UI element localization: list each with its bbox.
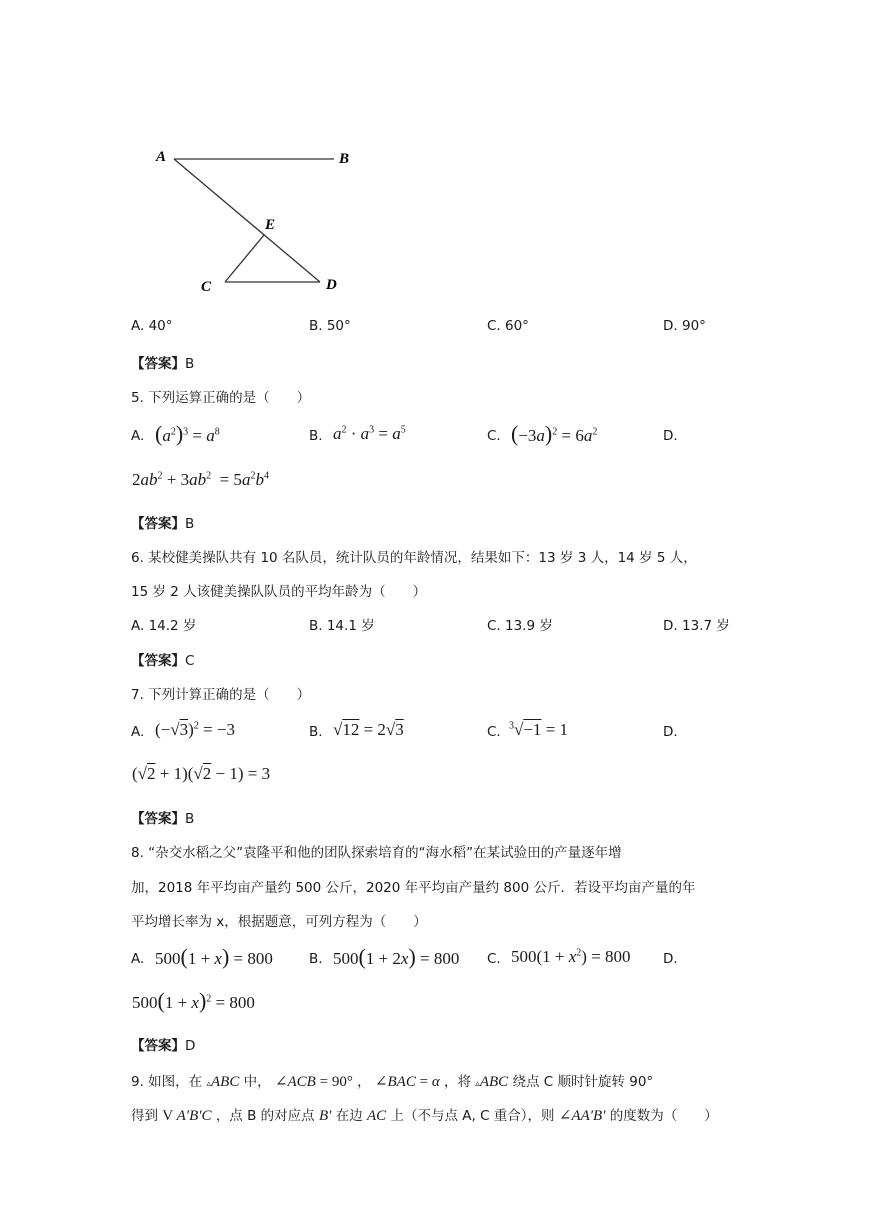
q9-triangle-abc: ▵ABC — [206, 1074, 240, 1090]
answer-value: C — [185, 653, 195, 669]
label-e: E — [265, 217, 276, 233]
q4-answer — [131, 352, 194, 372]
q8-option-c-label: C. — [487, 951, 501, 967]
q8-option-b-label: B. — [309, 951, 323, 967]
q5-option-a-label: A. — [131, 428, 145, 444]
q7-option-a-formula: $(-√3)^2 = -3$ — [155, 720, 235, 739]
q4-option-d: D. 90° — [663, 318, 706, 334]
q8-option-d-label: D. — [663, 951, 678, 967]
q8-option-b-formula: 500(1 + 2x) = 800 — [333, 944, 460, 969]
q5-option-b-label: B. — [309, 428, 323, 444]
q5-option-b-formula: $a^2 \cdot a^3 = a^5$ — [333, 424, 406, 443]
geometry-figure — [140, 135, 380, 305]
figure-svg — [140, 135, 380, 305]
q9-angle-aa1b1: ∠AA′B′ — [558, 1108, 606, 1124]
q5-option-d-label: D. — [663, 428, 678, 444]
answer-value: B — [185, 356, 195, 372]
q8-option-d-formula: $500(1 + x)^2 = 800$ — [132, 988, 255, 1013]
q8-answer — [131, 1034, 195, 1054]
q9-text-2a: 得到 — [131, 1108, 158, 1124]
q9-text-1e: 绕点 C 顺时针旋转 90° — [512, 1074, 654, 1090]
q7-option-c-formula: $^3$√−1 = 1 — [509, 720, 569, 739]
q9-stem-line2 — [131, 1104, 718, 1125]
q6-option-b: B. 14.1 岁 — [309, 618, 375, 634]
q4-option-b: B. 50° — [309, 318, 351, 334]
q7-answer — [131, 807, 194, 827]
q6-option-c: C. 13.9 岁 — [487, 618, 553, 634]
label-b: B — [339, 151, 350, 167]
label-c: C — [201, 279, 212, 295]
q9-angle-acb: ∠ACB = 90° — [274, 1074, 353, 1090]
q6-answer — [131, 649, 194, 669]
q9-text-1b: 中， — [243, 1074, 271, 1090]
q7-option-d-formula: (√2 + 1)(√2 − 1) = 3 — [132, 764, 271, 783]
q9-triangle-abc-2: ▵ABC — [475, 1074, 509, 1090]
q9-stem-line1 — [131, 1070, 653, 1091]
q7-option-b-label: B. — [309, 724, 323, 740]
q9-text-2d: 上（不与点 A, C 重合），则 — [390, 1108, 555, 1124]
q9-angle-bac: ∠BAC = α — [374, 1074, 440, 1090]
q8-stem-line3: 平均增长率为 x，根据题意，可列方程为（ ） — [131, 914, 427, 930]
q4-option-a: A. 40° — [131, 318, 173, 334]
q7-option-d-label: D. — [663, 724, 678, 740]
q9-text-2e: 的度数为（ ） — [609, 1108, 718, 1124]
q5-option-a-formula: $(a^2)^3 = a^8$ — [155, 421, 220, 446]
q9-triangle-a1b1c: V A′B′C — [162, 1108, 212, 1124]
q8-option-c-formula: $500(1 + x^2) = 800$ — [511, 947, 631, 966]
q5-answer — [131, 512, 194, 532]
q9-text-2c: 在边 — [335, 1108, 363, 1124]
segment-ad — [174, 159, 320, 282]
segment-ec — [225, 235, 264, 282]
q9-text-1c: ， — [357, 1074, 371, 1090]
q5-option-d-formula: $2ab^2 + 3ab^2 = 5a^2b^4$ — [132, 470, 269, 489]
answer-label: 【答案】 — [131, 1038, 185, 1054]
answer-label: 【答案】 — [131, 811, 185, 827]
q9-point-b1: B′ — [318, 1108, 332, 1124]
q5-stem: 5. 下列运算正确的是（ ） — [131, 390, 311, 406]
q7-option-a-label: A. — [131, 724, 145, 740]
q6-option-a: A. 14.2 岁 — [131, 618, 197, 634]
q9-side-ac: AC — [367, 1108, 387, 1124]
q7-stem: 7. 下列计算正确的是（ ） — [131, 687, 311, 703]
q6-option-d: D. 13.7 岁 — [663, 618, 730, 634]
q8-option-a-formula: 500(1 + x) = 800 — [155, 944, 273, 969]
answer-label: 【答案】 — [131, 356, 185, 372]
answer-value: B — [185, 516, 195, 532]
q9-text-1d: ，将 — [443, 1074, 471, 1090]
q6-stem-line2: 15 岁 2 人该健美操队队员的平均年龄为（ ） — [131, 584, 427, 600]
label-d: D — [326, 277, 337, 293]
q4-option-c: C. 60° — [487, 318, 529, 334]
q8-stem-line1: 8. “杂交水稻之父”袁隆平和他的团队探索培育的“海水稻”在某试验田的产量逐年增 — [131, 845, 622, 861]
answer-value: B — [185, 811, 195, 827]
q6-stem-line1: 6. 某校健美操队共有 10 名队员，统计队员的年龄情况，结果如下：13 岁 3 人，14 岁 5 人， — [131, 550, 697, 566]
q5-option-c-label: C. — [487, 428, 501, 444]
answer-value: D — [185, 1038, 196, 1054]
q5-option-c-formula: $(-3a)^2 = 6a^2$ — [511, 421, 598, 446]
label-a: A — [156, 149, 167, 165]
q8-option-a-label: A. — [131, 951, 145, 967]
q7-option-b-formula: √12 = 2√3 — [333, 720, 404, 739]
q9-text-2b: ，点 B 的对应点 — [215, 1108, 315, 1124]
answer-label: 【答案】 — [131, 516, 185, 532]
q7-option-c-label: C. — [487, 724, 501, 740]
q9-text-1a: 9. 如图，在 — [131, 1074, 203, 1090]
answer-label: 【答案】 — [131, 653, 185, 669]
q8-stem-line2: 加，2018 年平均亩产量约 500 公斤，2020 年平均亩产量约 800 公斤．若设平均亩产量的年 — [131, 880, 696, 896]
